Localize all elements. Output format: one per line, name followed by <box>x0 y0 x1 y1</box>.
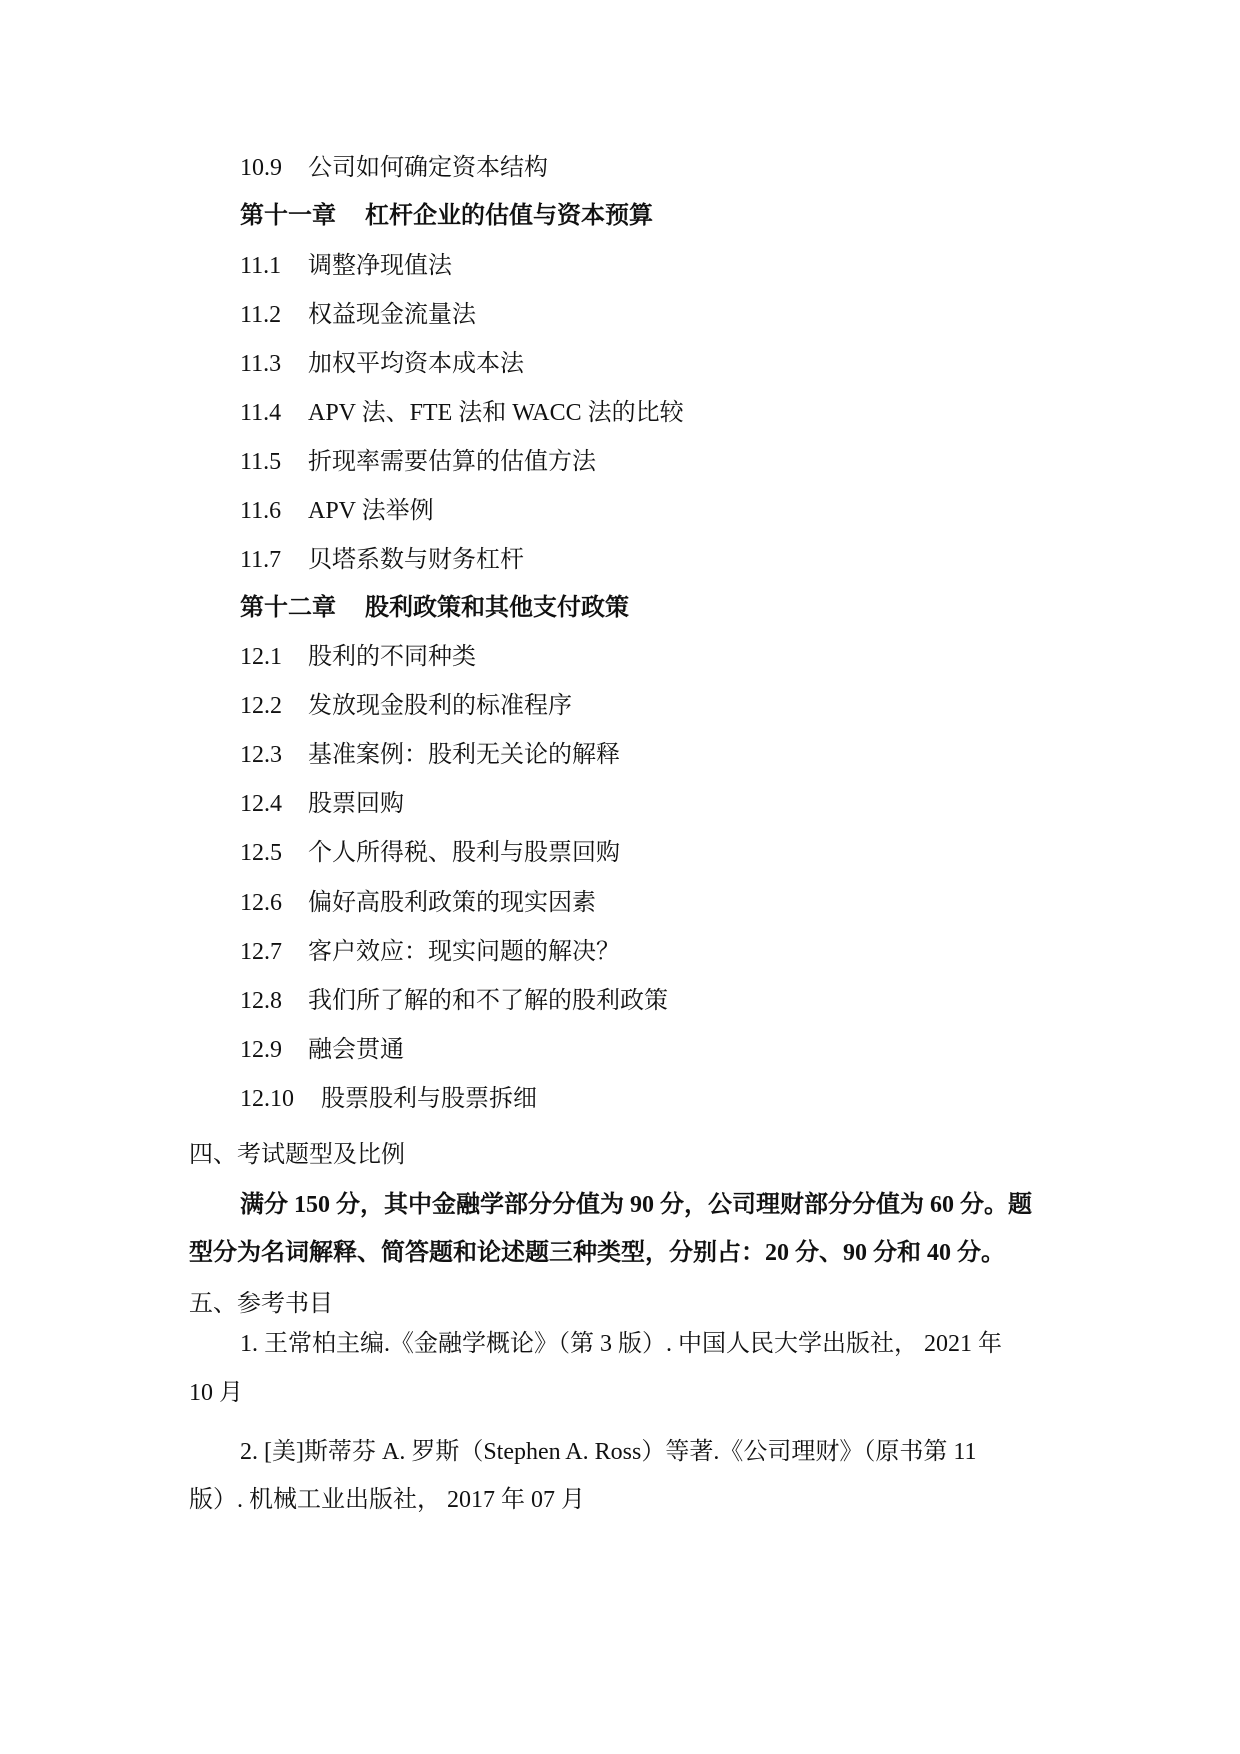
reference-1-line-2: 10 月 <box>189 1380 243 1406</box>
item-number: 11.1 <box>240 253 282 279</box>
item-title: 折现率需要估算的估值方法 <box>308 449 596 475</box>
item-number: 11.2 <box>240 302 282 328</box>
chapter-label: 第十二章 <box>240 595 336 621</box>
item-number: 12.9 <box>240 1036 282 1063</box>
item-number: 11.4 <box>240 400 282 426</box>
item-number: 12.2 <box>240 693 282 720</box>
item-title: 股利的不同种类 <box>308 644 476 670</box>
chapter-12-heading <box>240 593 629 623</box>
item-title: 贝塔系数与财务杠杆 <box>308 547 524 573</box>
item-title: APV 法、FTE 法和 WACC 法的比较 <box>308 400 684 426</box>
exam-format-line-1: 满分 150 分，其中金融学部分分值为 90 分，公司理财部分分值为 60 分。题 <box>240 1192 1032 1218</box>
item-title: 个人所得税、股利与股票回购 <box>308 840 620 867</box>
item-title: 调整净现值法 <box>308 253 452 279</box>
reference-2-line-2: 版）. 机械工业出版社， 2017 年 07 月 <box>189 1487 585 1513</box>
item-number: 10.9 <box>240 155 282 181</box>
item-number: 12.3 <box>240 742 282 769</box>
section-5-heading: 五、参考书目 <box>189 1291 333 1317</box>
item-number: 11.5 <box>240 449 282 475</box>
item-title: APV 法举例 <box>308 498 434 524</box>
reference-2-line-1: 2. [美]斯蒂芬 A. 罗斯（Stephen A. Ross）等著.《公司理财》（原书第 11 <box>240 1439 977 1465</box>
item-title: 股票回购 <box>308 791 404 818</box>
item-title: 权益现金流量法 <box>308 302 476 328</box>
item-title: 股票股利与股票拆细 <box>321 1085 537 1112</box>
item-title: 加权平均资本成本法 <box>308 351 524 377</box>
item-number: 12.8 <box>240 987 282 1014</box>
item-number: 12.5 <box>240 840 282 867</box>
chapter-label: 第十一章 <box>240 203 336 229</box>
reference-1-line-1: 1. 王常柏主编.《金融学概论》（第 3 版）. 中国人民大学出版社， 2021 年 <box>240 1331 1002 1357</box>
chapter-title: 杠杆企业的估值与资本预算 <box>365 203 653 229</box>
item-number: 11.3 <box>240 351 282 377</box>
item-number: 12.4 <box>240 791 282 818</box>
item-number: 11.6 <box>240 498 282 524</box>
item-title: 融会贯通 <box>308 1036 404 1063</box>
chapter-11-heading <box>240 201 653 231</box>
item-title: 偏好高股利政策的现实因素 <box>308 889 596 916</box>
item-number: 12.6 <box>240 889 282 916</box>
item-number: 12.10 <box>240 1085 294 1112</box>
item-number: 11.7 <box>240 547 282 573</box>
chapter-title: 股利政策和其他支付政策 <box>365 595 629 621</box>
section-4-heading: 四、考试题型及比例 <box>189 1142 405 1168</box>
item-title: 我们所了解的和不了解的股利政策 <box>308 987 668 1014</box>
exam-format-line-2: 型分为名词解释、简答题和论述题三种类型，分别占：20 分、90 分和 40 分。 <box>189 1240 1005 1266</box>
item-title: 公司如何确定资本结构 <box>308 155 548 181</box>
item-title: 客户效应：现实问题的解决？ <box>308 938 620 965</box>
item-title: 基准案例：股利无关论的解释 <box>308 742 620 769</box>
item-number: 12.1 <box>240 644 282 670</box>
item-title: 发放现金股利的标准程序 <box>308 693 572 720</box>
item-number: 12.7 <box>240 938 282 965</box>
